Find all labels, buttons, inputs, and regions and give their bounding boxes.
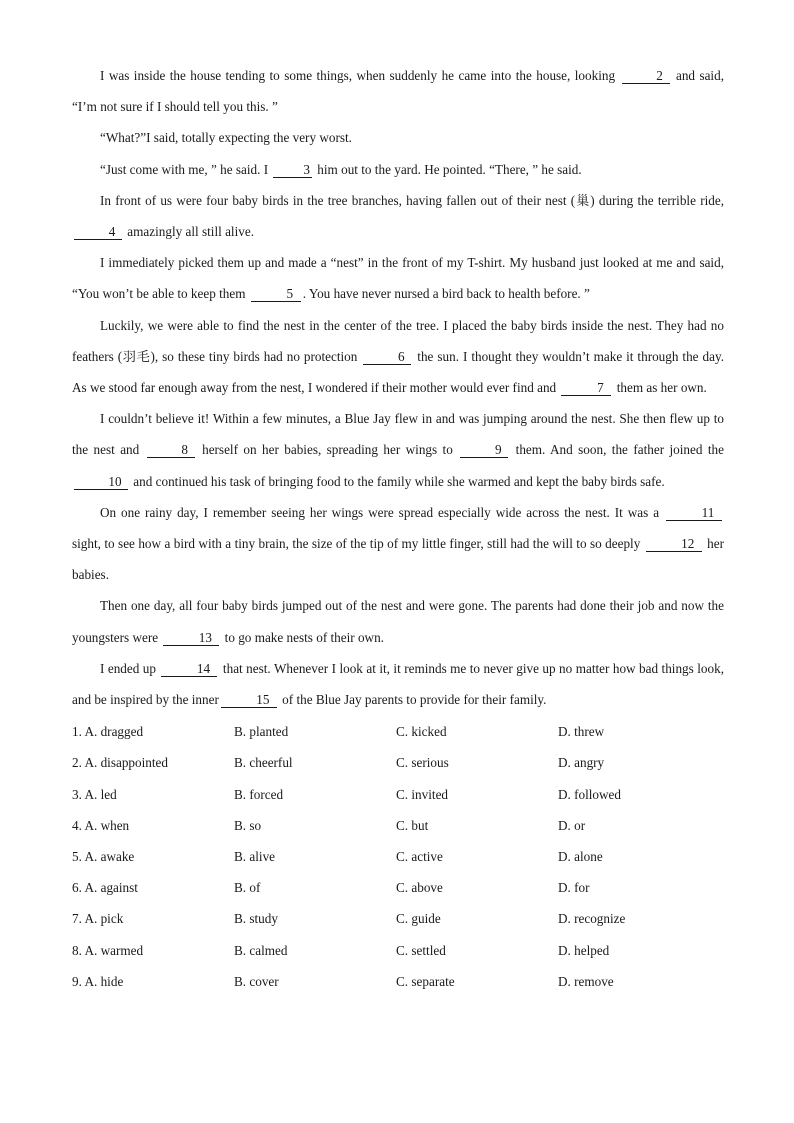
option-b: B. of <box>234 880 261 896</box>
passage-text: I was inside the house tending to some things, when suddenly he came into the house, looking <box>100 68 620 83</box>
passage-paragraph <box>72 247 724 309</box>
option-b: B. forced <box>234 786 284 802</box>
question-row <box>72 810 724 841</box>
answer-blank: 4 <box>74 225 122 240</box>
passage-paragraph <box>72 60 724 122</box>
passage-text: “What?”I said, totally expecting the very worst. <box>100 130 352 146</box>
passage-paragraph <box>72 185 724 247</box>
option-c: C. but <box>396 817 429 833</box>
option-b: B. study <box>234 911 278 927</box>
option-d: D. followed <box>558 786 621 802</box>
question-row <box>72 903 724 934</box>
option-c: C. guide <box>396 911 441 927</box>
option-a <box>72 747 234 778</box>
question-number: 4. <box>72 817 82 833</box>
option-d: D. threw <box>558 724 605 740</box>
question-row <box>72 935 724 966</box>
passage-paragraph <box>72 122 724 153</box>
option-a <box>72 935 234 966</box>
answer-blank: 15 <box>221 693 277 708</box>
option-d: D. angry <box>558 755 605 771</box>
option-b: B. planted <box>234 724 289 740</box>
passage-text: them as her own. <box>613 380 707 396</box>
question-number: 8. <box>72 942 82 958</box>
answer-blank: 5 <box>251 287 301 302</box>
answer-blank: 13 <box>163 631 219 646</box>
option-c: C. above <box>396 880 443 896</box>
option-a <box>72 716 234 747</box>
answer-blank: 3 <box>273 163 312 178</box>
option-a <box>72 966 234 997</box>
passage-text: In front of us were four baby birds in the tree branches, having fallen out of their nest (巢) during the terrible ride, <box>100 192 724 208</box>
option-b: B. so <box>234 817 262 833</box>
option-d: D. for <box>558 880 590 896</box>
answer-blank: 11 <box>666 506 722 521</box>
question-number: 5. <box>72 849 82 865</box>
passage-text: the sun. I thought they wouldn’t make it through the day. As we stood far enough away from the nest, I wondered if their mother would ever find and <box>72 348 724 396</box>
answer-blank: 14 <box>161 662 217 677</box>
answer-blank: 12 <box>646 537 702 552</box>
option-b: B. cover <box>234 973 279 989</box>
question-number: 3. <box>72 786 82 802</box>
option-b: B. cheerful <box>234 755 293 771</box>
passage-text: herself on her babies, spreading her wings to <box>196 442 459 458</box>
option-d: D. recognize <box>558 911 626 927</box>
passage-text: I couldn’t believe it! Within a few minutes, a Blue Jay flew in and was jumping around the nest. She then flew up to the nest and <box>72 411 724 458</box>
cloze-passage <box>72 60 724 715</box>
answer-blank: 8 <box>147 443 195 458</box>
answer-blank: 10 <box>74 475 128 490</box>
option-c: C. separate <box>396 973 455 989</box>
worksheet-page <box>72 60 724 997</box>
option-a <box>72 779 234 810</box>
answer-blank: 9 <box>460 443 508 458</box>
option-a-text: A. against <box>84 880 138 896</box>
question-number: 6. <box>72 880 82 896</box>
passage-text: that nest. Whenever I look at it, it reminds me to never give up no matter how bad things look, and be inspired by the inner <box>72 660 724 708</box>
option-d: D. remove <box>558 973 614 989</box>
passage-paragraph <box>72 653 724 715</box>
option-a <box>72 872 234 903</box>
passage-text: of the Blue Jay parents to provide for their family. <box>278 692 547 708</box>
passage-text: sight, to see how a bird with a tiny brain, the size of the tip of my little finger, still had the will to so deeply <box>72 536 644 552</box>
passage-text: I ended up <box>100 660 160 676</box>
passage-text: On one rainy day, I remember seeing her wings were spread especially wide across the nest. It was a <box>100 504 664 520</box>
passage-text: and continued his task of bringing food to the family while she warmed and kept the baby birds safe. <box>130 473 665 489</box>
question-number: 7. <box>72 911 82 927</box>
option-a-text: A. when <box>84 817 130 833</box>
passage-text: . You have never nursed a bird back to health before. ” <box>302 286 590 302</box>
option-a-text: A. hide <box>84 973 124 989</box>
option-a-text: A. disappointed <box>84 755 168 771</box>
answer-blank: 6 <box>363 350 411 365</box>
question-row <box>72 747 724 778</box>
question-number: 1. <box>72 724 82 740</box>
option-d: D. helped <box>558 942 610 958</box>
question-number: 2. <box>72 755 82 771</box>
answer-blank: 2 <box>622 69 670 84</box>
question-row <box>72 966 724 997</box>
question-row <box>72 779 724 810</box>
option-d: D. or <box>558 817 586 833</box>
passage-text: Luckily, we were able to find the nest in the center of the tree. I placed the baby birds inside the nest. They had no feathers (羽毛), so these tiny birds had no protection <box>72 317 724 364</box>
option-c: C. kicked <box>396 724 447 740</box>
passage-paragraph <box>72 310 724 404</box>
option-a-text: A. led <box>84 786 117 802</box>
question-row <box>72 841 724 872</box>
answer-blank: 7 <box>561 381 611 396</box>
answer-options <box>72 716 724 997</box>
option-c: C. active <box>396 849 443 865</box>
passage-text: and said, “I’m not sure if I should tell you this. ” <box>72 68 724 115</box>
question-row <box>72 872 724 903</box>
option-c: C. settled <box>396 942 446 958</box>
passage-text: to go make nests of their own. <box>221 629 384 645</box>
option-d: D. alone <box>558 849 603 865</box>
passage-text: amazingly all still alive. <box>124 224 255 240</box>
passage-paragraph <box>72 590 724 652</box>
option-c: C. serious <box>396 755 449 771</box>
passage-paragraph <box>72 403 724 497</box>
passage-text: them. And soon, the father joined the <box>510 442 724 458</box>
passage-paragraph <box>72 497 724 591</box>
passage-text: her babies. <box>72 536 725 583</box>
option-a-text: A. pick <box>84 911 124 927</box>
question-row <box>72 716 724 747</box>
option-a-text: A. warmed <box>84 942 144 958</box>
option-a-text: A. dragged <box>84 724 144 740</box>
option-b: B. alive <box>234 849 276 865</box>
passage-text: “Just come with me, ” he said. I <box>100 161 272 177</box>
question-number: 9. <box>72 973 82 989</box>
passage-text: Then one day, all four baby birds jumped out of the nest and were gone. The parents had done their job and now the youngsters were <box>72 598 724 645</box>
option-c: C. invited <box>396 786 449 802</box>
passage-text: I immediately picked them up and made a “nest” in the front of my T-shirt. My husband just looked at me and said, “You won’t be able to keep them <box>72 255 724 302</box>
passage-text: him out to the yard. He pointed. “There, ” he said. <box>314 161 582 177</box>
option-a-text: A. awake <box>84 849 135 865</box>
option-a <box>72 903 234 934</box>
option-b: B. calmed <box>234 942 288 958</box>
option-a <box>72 841 234 872</box>
passage-paragraph <box>72 154 724 185</box>
option-a <box>72 810 234 841</box>
